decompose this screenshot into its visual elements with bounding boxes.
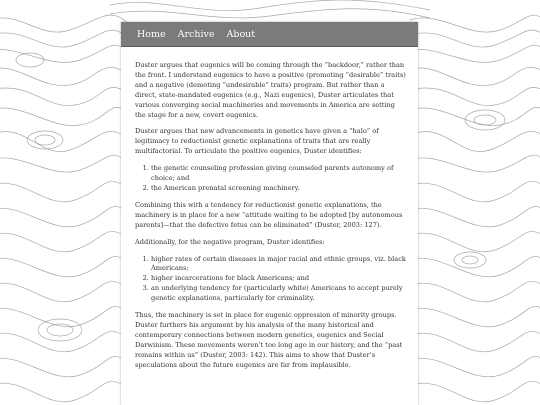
list-item: 3. an underlying tendency for (particularly white) Americans to accept purely genetic explanations, particularly for criminality. — [151, 284, 406, 304]
paragraph-3: Combining this with a tendency for reductionist genetic explanations, the machinery is in place for a new “attitude waiting to be adopted [by autonomous parents]—that the defective fetus can be eliminated” (Duster, 2003: 127). — [135, 200, 403, 229]
article-body — [121, 47, 418, 370]
paragraph-5: Thus, the machinery is set in place for eugenic oppression of minority groups. Duster furthers his argument by his analysis of the many historical and contemporary connections between modern genetics, eugenics and Social Darwinism. These movements weren’t too long ago in our history, and the “past remains within us” (Duster, 2003: 142). This aims to show that Duster’s speculations about the future eugenics are far from implausible. — [135, 311, 403, 369]
article-page — [121, 22, 418, 405]
paragraph-2: Duster argues that new advancements in genetics have given a “halo” of legitimacy to reductionist genetic explanations of traits that are really multifactorial. To articulate the positive eugenics, Duster identifies: — [135, 127, 379, 156]
paragraph-4: Additionally, for the negative program, Duster identifies: — [135, 237, 325, 246]
negative-eugenics-list — [135, 255, 406, 305]
list-item: 1. the genetic counseling profession giving counseled parents autonomy of choice; and — [151, 164, 406, 184]
positive-eugenics-list — [135, 164, 406, 194]
nav-home-link[interactable]: Home — [137, 28, 166, 40]
nav-about-link[interactable]: About — [226, 28, 256, 40]
list-item: 2. the American prenatal screening machinery. — [151, 184, 406, 194]
paragraph-1: Duster argues that eugenics will be coming through the “backdoor,” rather than the front. I understand eugenics to have a positive (promoting “desirable” traits) and a negative (demoting “undesirable” traits) program. But rather than a direct, state-mandated eugenics (e.g., Nazi eugenics), Duster articulates that various converging social machineries and movements in America are setting the stage for a new, covert eugenics. — [135, 61, 406, 119]
top-nav — [121, 22, 418, 47]
nav-archive-link[interactable]: Archive — [177, 28, 215, 40]
list-item: 1. higher rates of certain diseases in major racial and ethnic groups, viz. black Americans; — [151, 255, 406, 275]
list-item: 2. higher incarcerations for black Americans; and — [151, 274, 406, 284]
